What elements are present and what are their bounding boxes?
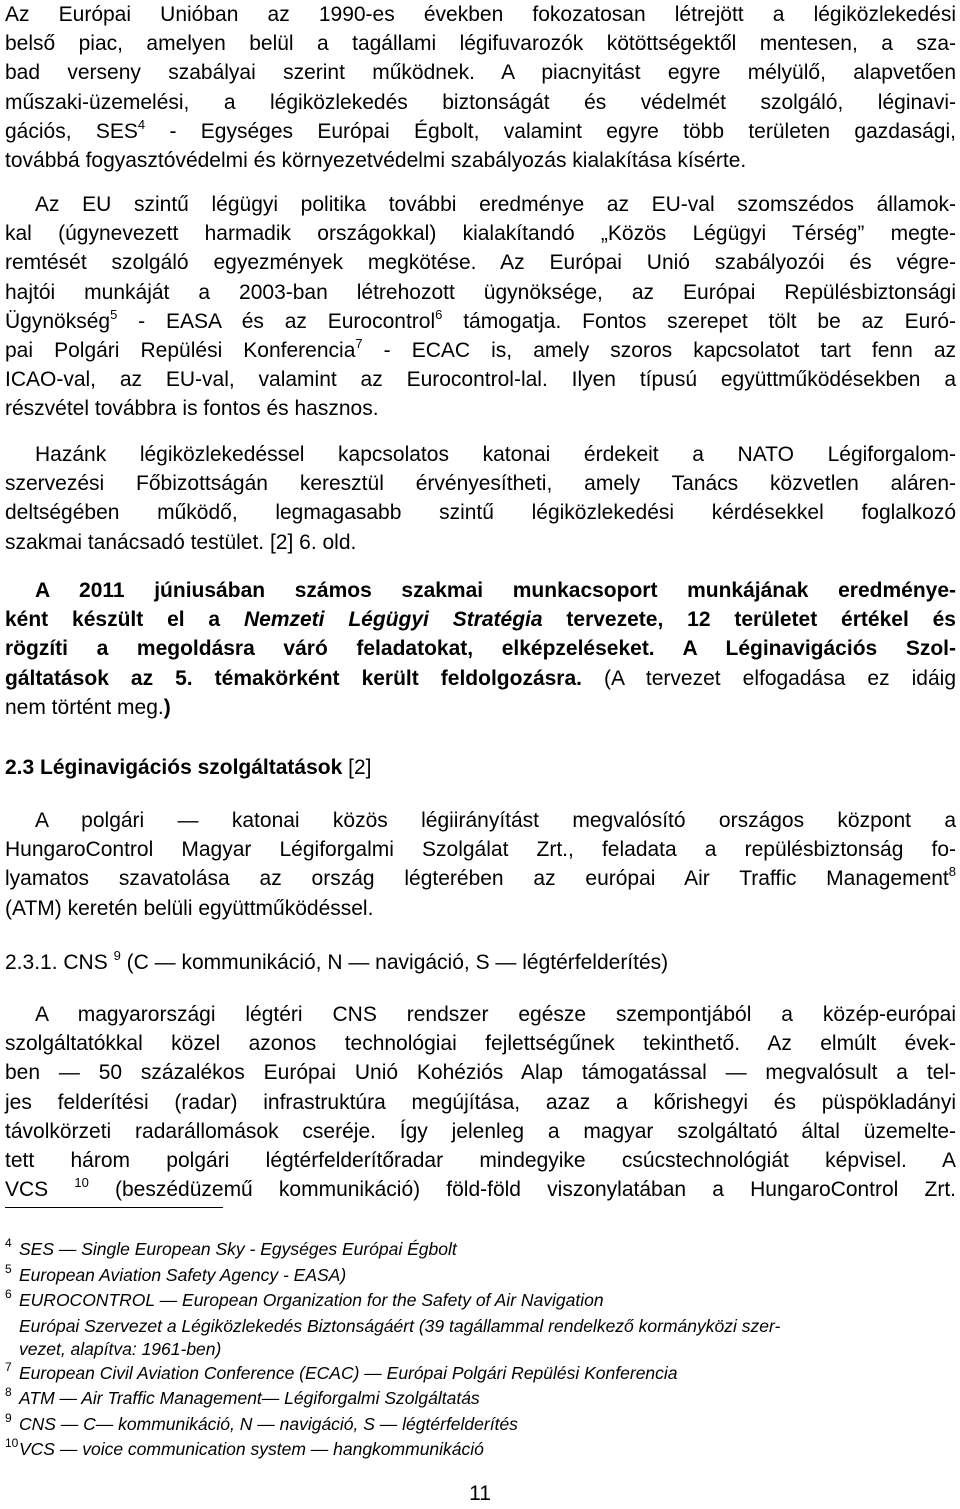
footnote-separator — [5, 1207, 223, 1208]
text-line: gáltatások az 5. témakörként került feldolgozásra. (A tervezet elfogadása ez idáig — [5, 666, 957, 690]
footnote-6-continued: vezet, alapítva: 1961-ben) — [19, 1339, 222, 1359]
strategy-title: Nemzeti Légügyi Stratégia — [243, 608, 543, 632]
text-line: szakmai tanácsadó testület. [2] 6. old. — [5, 530, 357, 554]
footnote-5: 5 European Aviation Safety Agency - EASA) — [5, 1261, 347, 1285]
footnote-8: 8 ATM — Air Traffic Management— Légiforgalmi Szolgáltatás — [5, 1385, 480, 1408]
text-line: részvétel továbbra is fontos és hasznos. — [5, 397, 379, 421]
text-line: Ügynökség$^5$ - EASA és az Eurocontrol$^6$ támogatja. Fontos szerepet tölt be az Euró- — [5, 306, 956, 333]
text-line: Hazánk légiközlekedéssel kapcsolatos katonai érdekeit a NATO Légiforgalom- — [35, 443, 956, 466]
text-line: szervezési Főbizottságán keresztül érvényesítheti, amely Tanács közvetlen aláren- — [5, 472, 956, 496]
paragraph-eu-aviation-policy — [5, 190, 956, 424]
footnote-6-continued: Európai Szervezet a Légiközlekedés Biztonságáért (39 tagállammal rendelkező kormányközi szer- — [19, 1315, 781, 1336]
section-heading-2-3: 2.3 Léginavigációs szolgáltatások [2] — [5, 756, 372, 779]
text-line: bad verseny szabályai szerint működnek. A piacnyitást egyre mélyülő, alapvetően — [5, 61, 956, 85]
text-line: Az EU szintű légügyi politika további eredménye az EU-val szomszédos államok- — [35, 193, 956, 216]
text-line: pai Polgári Repülési Konferencia$^7$ - ECAC is, amely szoros kapcsolatot tart fenn az — [5, 336, 956, 363]
text-line: lyamatos szavatolása az ország légterében az európai Air Traffic Management$^8$ — [5, 864, 956, 891]
text-line: belső piac, amelyen belül a tagállami légifuvarozók kötöttségektől mentesen, a sza- — [5, 32, 956, 56]
paragraph-eu-internal-market — [5, 0, 956, 175]
paragraph-hungarocontrol — [5, 806, 956, 923]
footnotes — [5, 1238, 955, 1464]
text-line: A polgári — katonai közös légiirányítást megvalósító országos központ a — [35, 809, 956, 832]
text-line: tett három polgári légtérfelderítőradar mindegyike csúcstechnológiát képvisel. A — [5, 1149, 956, 1173]
section-heading-2-3-1: 2.3.1. CNS $^9$ (C — kommunikáció, N — navigáció, S — légtérfelderítés) — [5, 948, 669, 974]
footnote-4: 4 SES — Single European Sky - Egységes Európai Égbolt — [5, 1236, 457, 1259]
text-line: rögzíti a megoldásra váró feladatokat, elképzeléseket. A Léginavigációs Szol- — [5, 637, 956, 661]
text-line: ICAO-val, az EU-val, valamint az Eurocontrol-lal. Ilyen típusú együttműködésekben a — [5, 368, 956, 392]
footnote-9: 9 CNS — C— kommunikáció, N — navigáció, S — légtérfelderítés — [5, 1410, 518, 1434]
text-line: továbbá fogyasztóvédelmi és környezetvédelmi szabályozás kialakítása kísérte. — [5, 149, 747, 173]
footnote-ref-6: 6 — [435, 306, 443, 322]
text-line: remtését szolgáló egyezmények megkötése. Az Európai Unió szabályozói és végre- — [5, 251, 956, 275]
footnote-ref-7: 7 — [355, 336, 363, 352]
text-line: A 2011 júniusában számos szakmai munkacsoport munkájának eredménye- — [35, 579, 956, 602]
paragraph-nato-interests — [5, 440, 956, 557]
footnote-ref-10: 10 — [74, 1175, 89, 1191]
footnote-ref-9: 9 — [113, 948, 121, 963]
text-line: szolgáltatókkal közel azonos technológiai fejlettségűnek tekinthető. Az elmúlt évek- — [5, 1032, 956, 1056]
footnote-ref-5: 5 — [110, 306, 118, 322]
text-line: távolkörzeti radarállomások cseréje. Így jelenleg a magyar szolgáltató által üzemelte- — [5, 1119, 956, 1143]
footnote-6: 6 EUROCONTROL — European Organization for the Safety of Air Navigation — [5, 1287, 604, 1310]
paragraph-national-strategy — [5, 576, 956, 722]
text-line: HungaroControl Magyar Légiforgalmi Szolgálat Zrt., feladata a repülésbiztonság fo- — [5, 838, 956, 862]
footnote-7: 7 European Civil Aviation Conference (ECAC) — Európai Polgári Repülési Konferencia — [5, 1359, 678, 1383]
text-line: (ATM) keretén belüli együttműködéssel. — [5, 896, 374, 920]
text-line: nem történt meg.) — [5, 695, 171, 719]
text-line: ben — 50 százalékos Európai Unió Kohéziós Alap támogatással — megvalósult a tel- — [5, 1061, 956, 1085]
text-line: deltségében működő, legmagasabb szintű légiközlekedési kérdésekkel foglalkozó — [5, 501, 956, 525]
text-line: gációs, SES$^4$ - Egységes Európai Égbolt, valamint egyre több területen gazdasági, — [5, 116, 956, 143]
text-line: jes felderítési (radar) infrastruktúra megújítása, azaz a kőrishegyi és püspökladányi — [5, 1090, 956, 1114]
text-line: VCS $^{10}$ (beszédüzemű kommunikáció) föld-föld viszonylatában a HungaroControl Zrt. — [5, 1175, 957, 1202]
paragraph-cns-system — [5, 1000, 956, 1204]
text-line: kal (úgynevezett harmadik országokkal) kialakítandó „Közös Légügyi Térség” megte- — [5, 222, 956, 246]
text-line: Az Európai Unióban az 1990-es években fokozatosan létrejött a légiközlekedési — [5, 3, 956, 26]
footnote-ref-4: 4 — [137, 116, 146, 132]
text-line: A magyarországi légtéri CNS rendszer egésze szempontjából a közép-európai — [35, 1003, 956, 1026]
text-line: hajtói munkáját a 2003-ban létrehozott ügynöksége, az Európai Repülésbiztonsági — [5, 280, 956, 304]
text-line: műszaki-üzemelési, a légiközlekedés biztonságát és védelmét szolgáló, léginavi- — [5, 90, 956, 114]
text-line: ként készült el a Nemzeti Légügyi Stratégia tervezete, 12 területet értékel és — [5, 608, 956, 632]
footnote-ref-8: 8 — [948, 864, 956, 880]
footnote-10: 10VCS — voice communication system — hangkommunikáció — [5, 1436, 484, 1459]
page-number: 11 — [469, 1482, 491, 1505]
